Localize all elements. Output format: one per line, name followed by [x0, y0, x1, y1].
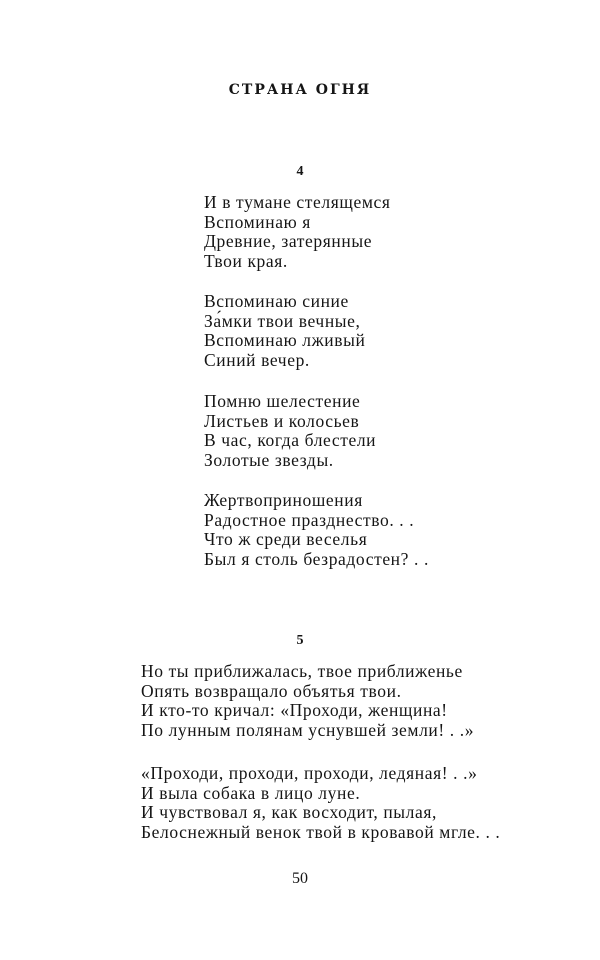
verse-line: Но ты приближалась, твое приближенье [141, 661, 463, 681]
verse-line: За́мки твои вечные, [204, 310, 361, 331]
verse-line: Древние, затерянные [204, 231, 373, 251]
verse-line: Помню шелестение [204, 391, 361, 411]
verse-line: Что ж среди веселья [204, 529, 368, 549]
poem-number: 5 [296, 633, 304, 648]
verse-line: Жертвоприношения [204, 490, 363, 510]
verse-line: И кто-то кричал: «Проходи, женщина! [141, 700, 448, 720]
page-number: 50 [292, 870, 308, 887]
page-title: СТРАНА ОГНЯ [228, 82, 372, 98]
verse-line: Белоснежный венок твой в кровавой мгле. . . [141, 821, 501, 842]
stanza [141, 764, 500, 842]
stanza [204, 392, 376, 470]
verse-line: Опять возвращало объятья твои. [141, 680, 402, 701]
verse-line: Вспоминаю я [204, 211, 311, 232]
poem-number: 4 [296, 164, 304, 179]
stanza [204, 193, 391, 271]
verse-line: И в тумане стелящемся [204, 192, 391, 212]
stanza [204, 491, 429, 569]
verse-line: Вспоминаю лживый [204, 330, 366, 350]
verse-line: В час, когда блестели [204, 430, 377, 450]
verse-line: Твои края. [204, 250, 288, 271]
verse-line: Синий вечер. [204, 349, 310, 370]
verse-line: По лунным полянам уснувшей земли! . .» [141, 719, 475, 740]
stanza [141, 662, 474, 740]
verse-line: И выла собака в лицо луне. [141, 782, 361, 803]
verse-line: И чувствовал я, как восходит, пылая, [141, 802, 437, 822]
verse-line: Листьев и колосьев [204, 410, 360, 431]
verse-line: Радостное празднество. . . [204, 509, 415, 530]
verse-line: Вспоминаю синие [204, 291, 349, 311]
verse-line: Был я столь безрадостен? . . [204, 548, 429, 569]
verse-line: «Проходи, проходи, проходи, ледяная! . .» [141, 763, 478, 783]
stanza [204, 292, 365, 370]
verse-line: Золотые звезды. [204, 449, 334, 470]
